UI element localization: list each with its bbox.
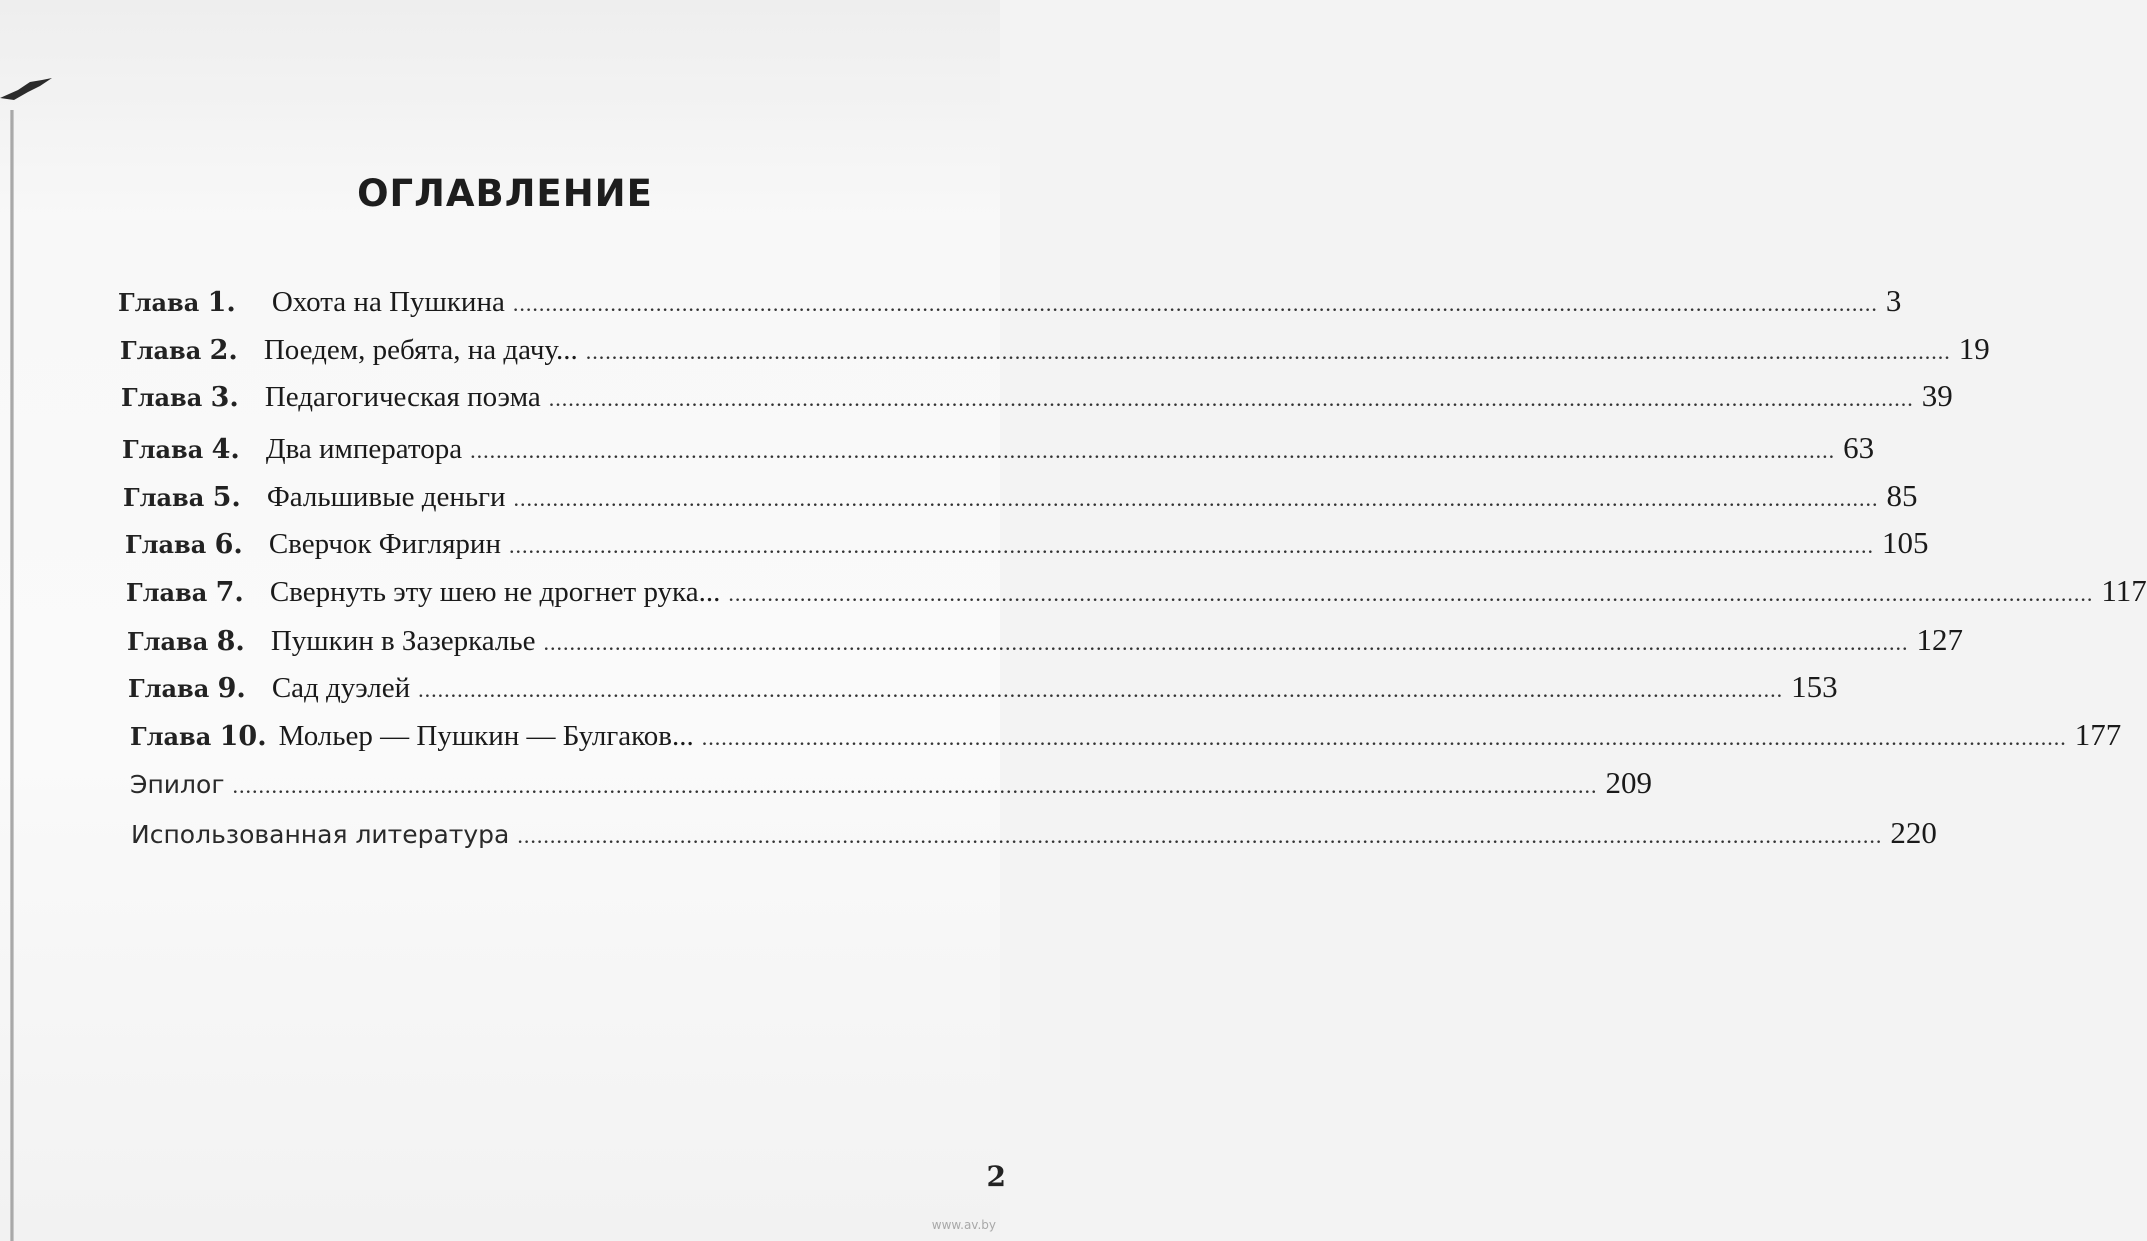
chapter-label: Глава 3. <box>121 382 239 413</box>
chapter-title: Поедем, ребята, на дачу... <box>263 334 578 366</box>
spine-mark-icon <box>0 78 54 104</box>
toc-entry <box>130 760 1652 806</box>
chapter-label: Глава 4. <box>122 434 240 465</box>
page-number: 19 <box>1958 331 1990 366</box>
folio-number: 2 <box>986 1160 1006 1193</box>
page-number: 209 <box>1605 765 1652 800</box>
toc-entry <box>128 664 1838 710</box>
page-number: 39 <box>1921 378 1953 413</box>
leader-dots <box>514 476 1879 522</box>
leader-dots <box>509 523 1874 569</box>
leader-dots <box>513 281 1878 327</box>
chapter-title: Сверчок Фиглярин <box>268 528 501 560</box>
toc-entry <box>123 473 1918 519</box>
watermark: www.av.by <box>931 1218 996 1232</box>
toc-entry <box>125 520 1929 566</box>
chapter-label: Глава 10. <box>130 721 267 752</box>
toc-heading: ОГЛАВЛЕНИЕ <box>357 172 653 215</box>
chapter-title: Сад дуэлей <box>271 672 411 704</box>
page-number: 105 <box>1881 525 1929 560</box>
page-number: 177 <box>2074 717 2122 752</box>
chapter-title: Пушкин в Зазеркалье <box>270 625 536 657</box>
chapter-label: Глава 8. <box>127 626 245 657</box>
leader-dots <box>586 329 1951 375</box>
chapter-label: Глава 6. <box>125 529 243 560</box>
leader-dots <box>549 376 1914 422</box>
chapter-title: Фальшивые деньги <box>266 481 506 513</box>
toc-entry <box>118 278 1902 324</box>
toc-entry <box>127 617 1963 663</box>
backmatter-title: Использованная литература <box>131 820 510 849</box>
spine-edge <box>10 110 14 1241</box>
page-number: 85 <box>1886 478 1918 513</box>
leader-dots <box>544 620 1909 666</box>
chapter-label: Глава 9. <box>128 673 246 704</box>
toc-entry <box>130 712 2122 758</box>
chapter-label: Глава 2. <box>120 335 238 366</box>
page-number: 63 <box>1843 430 1875 465</box>
leader-dots <box>517 813 1882 859</box>
chapter-label: Глава 7. <box>126 577 244 608</box>
page-number: 127 <box>1916 622 1963 657</box>
page-number: 153 <box>1791 669 1838 704</box>
toc-entry <box>122 425 1875 471</box>
chapter-title: Охота на Пушкина <box>271 286 505 318</box>
toc-entry <box>126 568 2147 614</box>
leader-dots <box>702 715 2067 761</box>
page-number: 3 <box>1885 283 1902 318</box>
chapter-label: Глава 1. <box>118 287 236 318</box>
chapter-label: Глава 5. <box>123 482 241 513</box>
chapter-title: Два императора <box>265 433 463 465</box>
toc-entry <box>131 810 1937 856</box>
leader-dots <box>232 763 1597 809</box>
leader-dots <box>728 571 2093 617</box>
backmatter-title: Эпилог <box>130 770 225 799</box>
chapter-title: Свернуть эту шею не дрогнет рука... <box>269 576 721 608</box>
chapter-title: Педагогическая поэма <box>264 381 541 413</box>
page-number: 117 <box>2101 573 2147 608</box>
toc-entry <box>120 326 1990 372</box>
toc-entry <box>121 373 1953 419</box>
leader-dots <box>418 667 1783 713</box>
leader-dots <box>470 428 1835 474</box>
page-number: 220 <box>1890 815 1937 850</box>
chapter-title: Мольер — Пушкин — Булгаков... <box>278 720 694 752</box>
